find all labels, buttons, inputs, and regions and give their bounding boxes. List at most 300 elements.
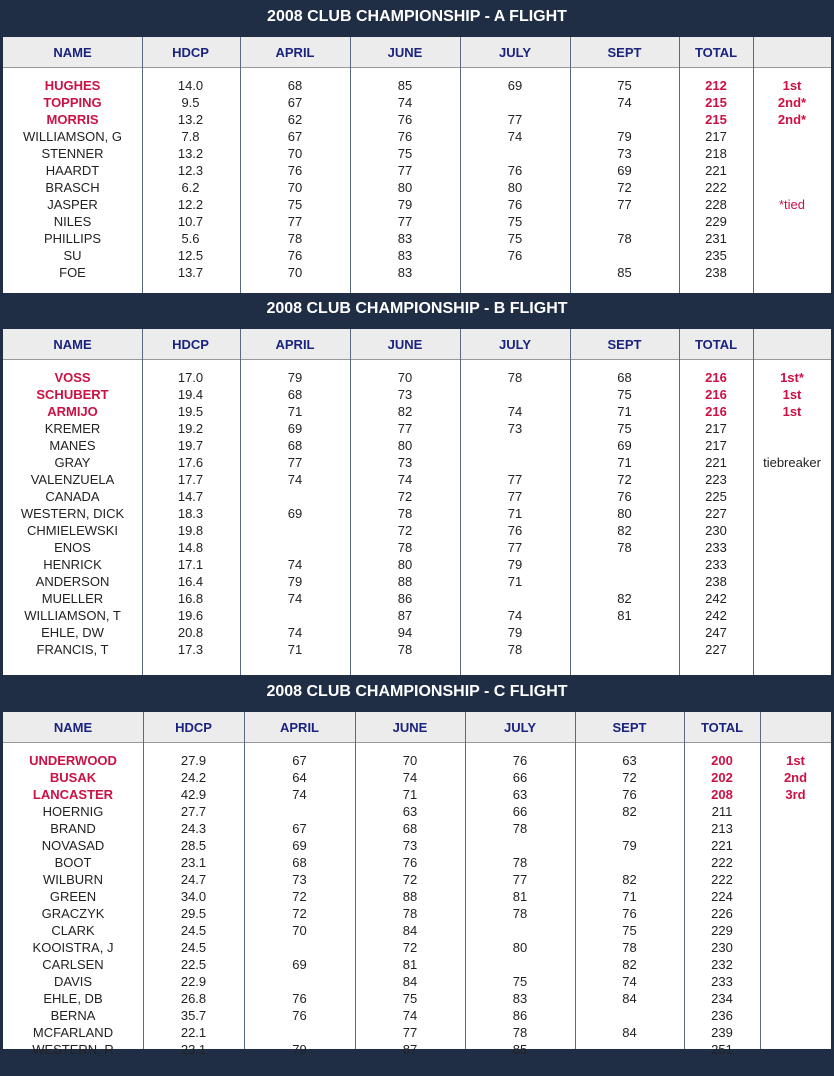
cell-april: 73: [292, 872, 307, 887]
cell-total: 208: [711, 787, 733, 802]
cell-note: [753, 230, 831, 247]
cell-sept: [570, 573, 679, 590]
cell-april: 76: [292, 1008, 307, 1023]
cell-sept: 77: [617, 197, 632, 212]
table-body: [3, 752, 831, 1058]
cell-july: [465, 956, 575, 973]
cell-hdcp: 17.7: [177, 472, 204, 487]
cell-total: 251: [711, 1042, 733, 1057]
table-row: [3, 803, 831, 820]
table-row: [3, 786, 831, 803]
table-row: [3, 213, 831, 230]
cell-april: 70: [287, 265, 303, 280]
cell-july: 78: [512, 855, 528, 870]
cell-hdcp: 19.5: [177, 404, 204, 419]
cell-name: MANES: [49, 438, 96, 453]
cell-hdcp: 27.9: [180, 753, 207, 768]
table-row: [3, 556, 831, 573]
cell-hdcp: 42.9: [180, 787, 207, 802]
cell-note: 1st: [782, 387, 802, 402]
cell-hdcp: 12.5: [177, 248, 204, 263]
cell-name: BUSAK: [49, 770, 97, 785]
cell-april: [240, 522, 350, 539]
cell-total: 235: [705, 248, 727, 263]
cell-note: 1st*: [780, 370, 804, 385]
cell-april: 69: [287, 421, 303, 436]
column-header-total: TOTAL: [694, 336, 738, 352]
cell-name: BRASCH: [45, 180, 100, 195]
cell-july: 71: [507, 506, 523, 521]
cell-sept: 84: [622, 991, 637, 1006]
flight-title: 2008 CLUB CHAMPIONSHIP - B FLIGHT: [266, 299, 568, 317]
cell-name: UNDERWOOD: [29, 753, 117, 768]
cell-note: [753, 590, 831, 607]
cell-total: 215: [705, 112, 727, 127]
cell-note: [753, 522, 831, 539]
cell-note: [753, 145, 831, 162]
cell-total: 212: [705, 78, 727, 93]
cell-hdcp: 22.9: [180, 974, 207, 989]
cell-total: 221: [711, 838, 733, 853]
cell-july: 69: [507, 78, 523, 93]
cell-hdcp: 6.2: [181, 180, 200, 195]
cell-july: [460, 264, 570, 281]
column-header-note: [753, 37, 831, 67]
cell-hdcp: 19.8: [177, 523, 204, 538]
cell-name: SCHUBERT: [36, 387, 109, 402]
cell-april: [240, 539, 350, 556]
cell-sept: 76: [617, 489, 632, 504]
cell-july: 78: [507, 642, 523, 657]
cell-july: [460, 437, 570, 454]
cell-hdcp: 14.0: [177, 78, 204, 93]
table-row: [3, 247, 831, 264]
cell-name: KREMER: [44, 421, 101, 436]
table-row: [3, 871, 831, 888]
cell-note: [760, 888, 831, 905]
cell-april: 76: [287, 248, 303, 263]
cell-june: 94: [397, 625, 413, 640]
cell-sept: 71: [622, 889, 637, 904]
table-row: [3, 820, 831, 837]
column-header-june: JUNE: [387, 44, 423, 60]
table-row: [3, 973, 831, 990]
cell-total: 215: [705, 95, 727, 110]
cell-hdcp: 12.2: [177, 197, 204, 212]
cell-june: 76: [402, 855, 418, 870]
table-row: [3, 179, 831, 196]
cell-total: 217: [705, 129, 727, 144]
results-table: [3, 329, 831, 675]
cell-april: 79: [292, 1042, 307, 1057]
table-row: [3, 454, 831, 471]
cell-name: VALENZUELA: [30, 472, 115, 487]
cell-total: 217: [705, 421, 727, 436]
table-body: [3, 77, 831, 281]
cell-july: 76: [507, 523, 523, 538]
table-row: [3, 956, 831, 973]
cell-june: 73: [402, 838, 418, 853]
cell-note: [753, 162, 831, 179]
table-row: [3, 641, 831, 658]
cell-total: 225: [705, 489, 727, 504]
cell-name: KOOISTRA, J: [32, 940, 114, 955]
cell-june: 75: [397, 146, 413, 161]
cell-note: 2nd: [783, 770, 808, 785]
cell-june: 88: [397, 574, 413, 589]
cell-total: 202: [711, 770, 733, 785]
cell-july: 78: [512, 906, 528, 921]
cell-june: 87: [397, 608, 413, 623]
column-header-hdcp: HDCP: [172, 336, 209, 352]
table-row: [3, 1024, 831, 1041]
cell-hdcp: 13.2: [177, 112, 204, 127]
cell-note: [760, 990, 831, 1007]
cell-name: LANCASTER: [32, 787, 114, 802]
cell-name: BRAND: [50, 821, 96, 836]
cell-june: 80: [397, 557, 413, 572]
table-row: [3, 162, 831, 179]
cell-april: 75: [287, 197, 303, 212]
cell-july: 63: [512, 787, 528, 802]
cell-sept: 85: [617, 265, 632, 280]
cell-sept: 73: [617, 146, 632, 161]
table-row: [3, 922, 831, 939]
cell-note: [760, 1041, 831, 1058]
cell-sept: 82: [617, 523, 632, 538]
cell-sept: 71: [617, 455, 632, 470]
table-row: [3, 905, 831, 922]
table-row: [3, 230, 831, 247]
cell-april: 70: [287, 146, 303, 161]
cell-hdcp: 34.0: [180, 889, 207, 904]
cell-june: 80: [397, 180, 413, 195]
cell-april: 74: [292, 787, 307, 802]
cell-june: 70: [402, 753, 418, 768]
cell-total: 211: [711, 804, 733, 819]
cell-note: [760, 973, 831, 990]
cell-july: [460, 94, 570, 111]
cell-july: 78: [512, 1025, 528, 1040]
cell-hdcp: 19.4: [177, 387, 204, 402]
cell-june: 78: [402, 906, 418, 921]
cell-sept: [570, 247, 679, 264]
cell-april: 67: [292, 753, 307, 768]
column-header-total: TOTAL: [694, 44, 738, 60]
cell-note: [760, 820, 831, 837]
cell-hdcp: 26.8: [180, 991, 207, 1006]
cell-note: [760, 1007, 831, 1024]
cell-note: [760, 939, 831, 956]
cell-april: [244, 973, 355, 990]
table-row: [3, 752, 831, 769]
cell-april: 76: [292, 991, 307, 1006]
cell-july: 78: [512, 821, 528, 836]
cell-name: CLARK: [51, 923, 95, 938]
cell-june: 79: [397, 197, 413, 212]
cell-name: EHLE, DW: [41, 625, 104, 640]
cell-june: 78: [397, 642, 413, 657]
cell-sept: 71: [617, 404, 632, 419]
cell-june: 63: [402, 804, 418, 819]
cell-name: BERNA: [50, 1008, 96, 1023]
cell-sept: 80: [617, 506, 632, 521]
cell-note: 1st: [782, 78, 802, 93]
cell-hdcp: 24.7: [180, 872, 207, 887]
cell-july: 76: [507, 163, 523, 178]
cell-sept: 72: [622, 770, 637, 785]
cell-april: 70: [292, 923, 307, 938]
cell-june: 80: [397, 438, 413, 453]
cell-july: [460, 145, 570, 162]
cell-july: 76: [507, 197, 523, 212]
cell-total: 222: [711, 872, 733, 887]
table-row: [3, 1007, 831, 1024]
cell-total: 229: [705, 214, 727, 229]
cell-hdcp: 17.0: [177, 370, 204, 385]
cell-july: 74: [507, 129, 523, 144]
cell-name: MUELLER: [41, 591, 104, 606]
cell-name: HUGHES: [44, 78, 101, 93]
cell-total: 231: [705, 231, 727, 246]
cell-sept: [575, 1007, 684, 1024]
cell-total: 216: [705, 404, 727, 419]
cell-april: [240, 488, 350, 505]
cell-june: 81: [402, 957, 418, 972]
cell-name: CARLSEN: [42, 957, 104, 972]
cell-july: 77: [512, 872, 528, 887]
table-header: [3, 712, 831, 743]
cell-name: MORRIS: [46, 112, 99, 127]
cell-name: JASPER: [47, 197, 98, 212]
cell-total: 222: [705, 180, 727, 195]
cell-name: MCFARLAND: [32, 1025, 114, 1040]
cell-name: WESTERN, R: [32, 1042, 114, 1057]
table-row: [3, 769, 831, 786]
cell-april: 70: [287, 180, 303, 195]
cell-april: 69: [287, 506, 303, 521]
cell-note: [753, 128, 831, 145]
cell-name: ENOS: [54, 540, 91, 555]
cell-july: 81: [512, 889, 528, 904]
cell-sept: 82: [622, 804, 637, 819]
cell-sept: 82: [622, 872, 637, 887]
cell-name: HAARDT: [45, 163, 100, 178]
cell-note: [753, 420, 831, 437]
cell-sept: 76: [622, 787, 637, 802]
cell-name: GRAY: [54, 455, 91, 470]
column-header-july: JULY: [503, 719, 537, 735]
table-row: [3, 386, 831, 403]
column-header-april: APRIL: [275, 336, 315, 352]
cell-july: 80: [507, 180, 523, 195]
cell-june: 78: [397, 540, 413, 555]
cell-note: 3rd: [785, 787, 806, 802]
cell-july: 66: [512, 804, 528, 819]
cell-note: [753, 471, 831, 488]
cell-july: 75: [512, 974, 528, 989]
table-row: [3, 888, 831, 905]
cell-hdcp: 16.8: [177, 591, 204, 606]
cell-name: DAVIS: [53, 974, 93, 989]
column-header-april: APRIL: [275, 44, 315, 60]
cell-name: WILLIAMSON, G: [23, 129, 122, 144]
cell-july: [465, 922, 575, 939]
cell-hdcp: 13.2: [177, 146, 204, 161]
cell-june: 77: [397, 163, 413, 178]
cell-total: 213: [711, 821, 733, 836]
cell-total: 216: [705, 387, 727, 402]
cell-name: GRACZYK: [41, 906, 105, 921]
cell-sept: 75: [617, 387, 632, 402]
table-row: [3, 624, 831, 641]
cell-note: [753, 437, 831, 454]
cell-hdcp: 17.6: [177, 455, 204, 470]
column-header-sept: SEPT: [607, 44, 642, 60]
cell-hdcp: 13.7: [177, 265, 204, 280]
cell-sept: [570, 641, 679, 658]
cell-july: 77: [507, 112, 523, 127]
cell-sept: 76: [622, 906, 637, 921]
cell-total: 233: [705, 557, 727, 572]
cell-name: PHILLIPS: [43, 231, 102, 246]
cell-name: BOOT: [54, 855, 92, 870]
cell-july: 74: [507, 608, 523, 623]
table-body: [3, 369, 831, 658]
cell-sept: [570, 111, 679, 128]
cell-total: 232: [711, 957, 733, 972]
cell-july: 66: [512, 770, 528, 785]
cell-sept: [575, 854, 684, 871]
cell-sept: 78: [617, 231, 632, 246]
cell-june: 74: [402, 1008, 418, 1023]
column-header-sept: SEPT: [612, 719, 647, 735]
cell-note: [760, 956, 831, 973]
cell-hdcp: 14.7: [177, 489, 204, 504]
cell-june: 77: [397, 421, 413, 436]
cell-july: [460, 590, 570, 607]
cell-hdcp: 12.3: [177, 163, 204, 178]
cell-total: 222: [711, 855, 733, 870]
cell-june: 76: [397, 112, 413, 127]
cell-july: 76: [512, 753, 528, 768]
column-header-june: JUNE: [387, 336, 423, 352]
cell-april: 74: [287, 557, 303, 572]
cell-july: 77: [507, 489, 523, 504]
table-row: [3, 94, 831, 111]
cell-july: 71: [507, 574, 523, 589]
cell-name: GREEN: [49, 889, 97, 904]
cell-april: 68: [287, 78, 303, 93]
table-row: [3, 111, 831, 128]
cell-total: 227: [705, 506, 727, 521]
table-row: [3, 522, 831, 539]
cell-note: tiebreaker: [763, 455, 821, 470]
column-header-april: APRIL: [280, 719, 319, 735]
cell-april: 67: [287, 95, 303, 110]
cell-june: 72: [402, 872, 418, 887]
cell-june: 72: [397, 489, 413, 504]
cell-hdcp: 29.5: [180, 906, 207, 921]
cell-april: 68: [287, 438, 303, 453]
cell-note: [760, 922, 831, 939]
table-row: [3, 403, 831, 420]
cell-note: 1st: [786, 753, 805, 768]
cell-sept: 63: [622, 753, 637, 768]
cell-hdcp: 9.5: [181, 95, 200, 110]
cell-june: 74: [397, 472, 413, 487]
cell-total: 230: [705, 523, 727, 538]
cell-note: [753, 607, 831, 624]
cell-sept: 75: [622, 923, 637, 938]
table-row: [3, 837, 831, 854]
column-header-note: [760, 712, 831, 742]
table-row: [3, 854, 831, 871]
cell-july: 79: [507, 557, 523, 572]
cell-june: 85: [397, 78, 413, 93]
cell-name: NOVASAD: [41, 838, 105, 853]
cell-april: 68: [287, 387, 303, 402]
cell-hdcp: 22.5: [180, 957, 207, 972]
cell-sept: [570, 624, 679, 641]
cell-hdcp: 18.3: [177, 506, 204, 521]
cell-june: 83: [397, 248, 413, 263]
cell-june: 83: [397, 265, 413, 280]
cell-hdcp: 17.1: [177, 557, 204, 572]
cell-july: 85: [512, 1042, 528, 1057]
cell-total: 233: [705, 540, 727, 555]
results-table: [3, 712, 831, 1057]
cell-sept: 75: [617, 78, 632, 93]
cell-sept: 68: [617, 370, 632, 385]
cell-hdcp: 27.7: [180, 804, 207, 819]
cell-hdcp: 23.1: [180, 1042, 207, 1057]
cell-sept: [575, 1041, 684, 1058]
cell-total: 218: [705, 146, 727, 161]
cell-april: 74: [287, 472, 303, 487]
cell-name: FRANCIS, T: [36, 642, 109, 657]
cell-july: [465, 837, 575, 854]
cell-hdcp: 22.1: [180, 1025, 207, 1040]
cell-total: 236: [711, 1008, 733, 1023]
cell-note: [760, 803, 831, 820]
cell-note: [753, 247, 831, 264]
cell-june: 72: [397, 523, 413, 538]
cell-april: [244, 1024, 355, 1041]
cell-april: 74: [287, 625, 303, 640]
cell-sept: [570, 213, 679, 230]
table-row: [3, 420, 831, 437]
cell-april: 79: [287, 370, 303, 385]
cell-july: 73: [507, 421, 523, 436]
cell-total: 200: [711, 753, 733, 768]
cell-sept: 79: [622, 838, 637, 853]
cell-name: ANDERSON: [35, 574, 110, 589]
cell-note: [753, 556, 831, 573]
cell-june: 77: [402, 1025, 418, 1040]
cell-name: ARMIJO: [47, 404, 98, 419]
table-row: [3, 939, 831, 956]
cell-sept: 72: [617, 472, 632, 487]
column-header-sept: SEPT: [607, 336, 642, 352]
cell-hdcp: 24.5: [180, 940, 207, 955]
cell-july: [460, 454, 570, 471]
cell-sept: 69: [617, 438, 632, 453]
cell-hdcp: 23.1: [180, 855, 207, 870]
cell-april: 78: [287, 231, 303, 246]
cell-april: 62: [287, 112, 303, 127]
cell-note: *tied: [778, 197, 806, 212]
